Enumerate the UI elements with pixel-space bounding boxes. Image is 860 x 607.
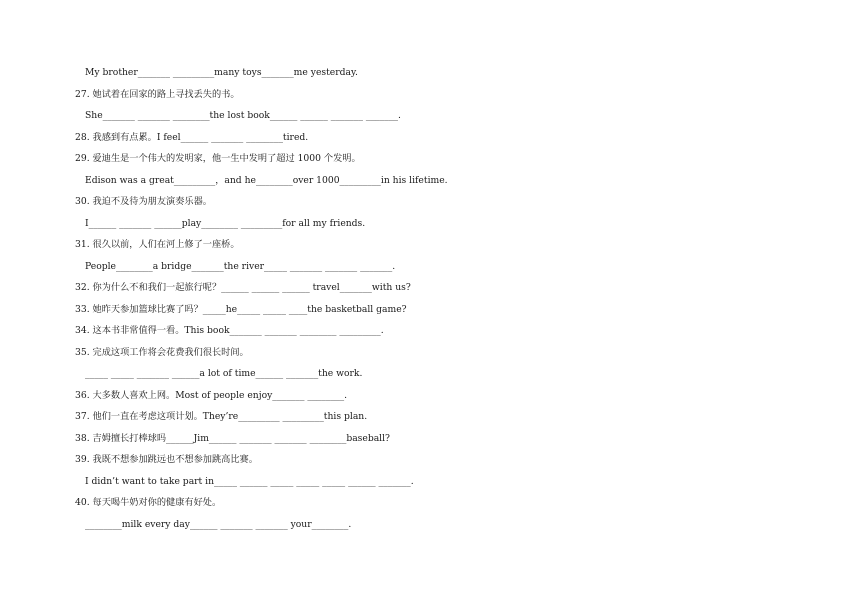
- answer-line-31: People________a bridge_______the river_____ _______ _______ _______.: [85, 261, 396, 272]
- question-40: 40. 每天喝牛奶对你的健康有好处。: [75, 497, 222, 508]
- question-39: 39. 我既不想参加跳远也不想参加跳高比赛。: [75, 454, 258, 465]
- question-31: 31. 很久以前，人们在河上修了一座桥。: [75, 239, 240, 250]
- question-33: 33. 她昨天参加篮球比赛了吗？_____he_____ _____ ____the basketball game?: [75, 304, 407, 315]
- question-37: 37. 他们一直在考虑这项计划。They’re_________ _________this plan.: [75, 411, 368, 422]
- answer-line-39: I didn’t want to take part in_____ ______ _____ _____ _____ ______ _______.: [85, 476, 414, 487]
- question-29: 29. 爱迪生是一个伟大的发明家，他一生中发明了超过 1000 个发明。: [75, 153, 361, 164]
- answer-line-35: _____ _____ _______ ______a lot of time______ _______the work.: [85, 368, 363, 379]
- answer-line-26: My brother_______ _________many toys_______me yesterday.: [85, 67, 358, 78]
- answer-line-30: I______ _______ ______play________ _________for all my friends.: [85, 218, 366, 229]
- question-30: 30. 我迫不及待为朋友演奏乐器。: [75, 196, 212, 207]
- question-38: 38. 吉姆擅长打棒球吗______Jim______ _______ _______ ________baseball?: [75, 433, 390, 444]
- answer-line-29: Edison was a great_________，and he________over 1000_________in his lifetime.: [85, 175, 448, 186]
- answer-line-27: She_______ _______ ________the lost book______ ______ _______ _______.: [85, 110, 401, 121]
- answer-line-40: ________milk every day______ _______ _______ your________.: [85, 519, 352, 530]
- question-27: 27. 她试着在回家的路上寻找丢失的书。: [75, 89, 240, 100]
- question-32: 32. 你为什么不和我们一起旅行呢？______ ______ ______ travel_______with us?: [75, 282, 411, 293]
- question-28: 28. 我感到有点累。I feel______ _______ ________tired.: [75, 132, 309, 143]
- question-36: 36. 大多数人喜欢上网。Most of people enjoy_______ ________.: [75, 390, 348, 401]
- question-34: 34. 这本书非常值得一看。This book_______ _______ ________ _________.: [75, 325, 384, 336]
- question-35: 35. 完成这项工作将会花费我们很长时间。: [75, 347, 249, 358]
